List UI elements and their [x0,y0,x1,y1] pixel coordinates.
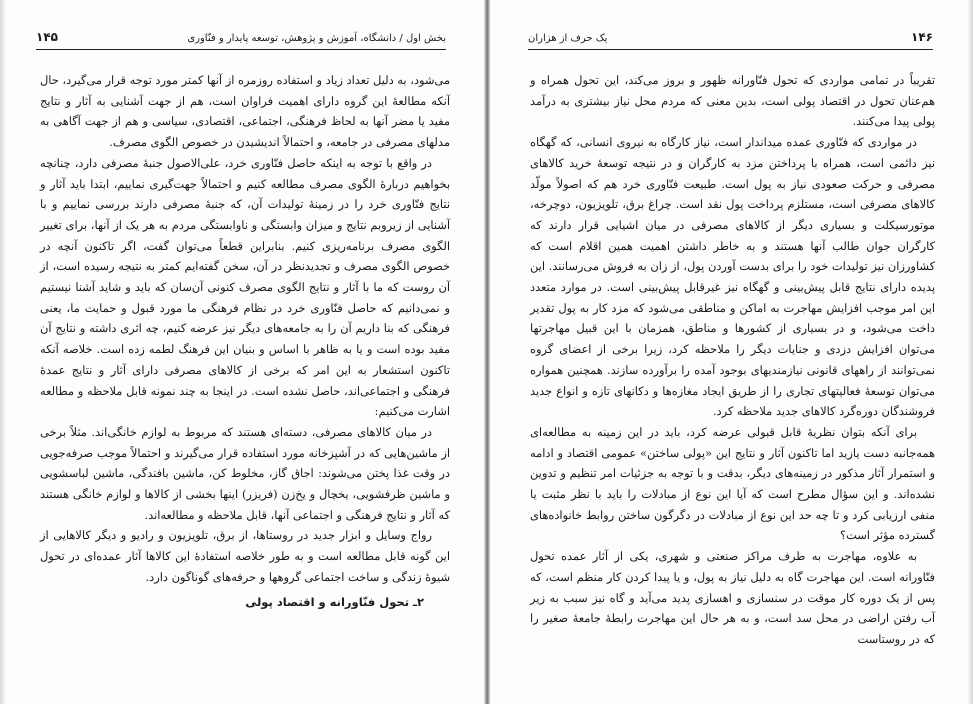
paragraph: رواج وسایل و ابزار جدید در روستاها، از برق، تلویزیون و رادیو و دیگر کالاهایی از این گونه قابل مطالعه است و به طور خلاصه استفادهٔ این کالاها آثار عمده‌ای در تحول شیوهٔ زندگی و ساخت اجتماعی گروهها و حرفه‌های گوناگون دارد. [40,528,450,584]
paragraph: برای آنکه بتوان نظریهٔ قابل قبولی عرضه کرد، باید در این زمینه به مطالعه‌ای همه‌جانبه دست یازید اما تاکنون آثار و نتایج این «پولی ساختن» عمومی اقتصاد و ادامه و استمرار آثار مذکور در زمینه‌های دیگر، بدقت و با توجه به جزئیات امر تنظیم و تدوین نشده‌اند. و این سؤال مطرح است که آیا این نوع از مبادلات را باید با نظر مثبت یا منفی ارزیابی کرد و تا چه حد این نوع از مبادلات در دگرگون ساختن روابط خانواده‌های گسترده مؤثر است؟ [530,424,935,543]
right-page-body [530,70,935,650]
left-page-body [40,70,450,612]
paragraph: در مواردی که فنّاوری عمده میداندار است، نیاز کارگاه به نیروی انسانی، که گهگاه نیز دائمی است، همراه با پرداختن مزد به کارگران و در نتیجه توسعهٔ خرید کالاهای مصرفی و حرکت صعودی نیاز به پول است. طبیعت فنّاوری خرد هم که اصولاً مولّد کالاهای مصرفی است، مستلزم پرداخت پول نقد است. چراغ برق، تلویزیون، دوچرخه، موتورسیکلت و بسیاری دیگر از کالاهای مصرفی در میان اشیایی قرار دارند که کارگران جوان طالب آنها هستند و به خاطر داشتن اهمیت همین اقلام است که کشاورزان نیز تولیدات خود را برای بدست آوردن پول، از زان به فروش می‌رسانند. این پدیده دارای نتایج قابل پیش‌بینی و گهگاه نیز غیرقابل پیش‌بینی است. در موارد متعدد این امر موجب افزایش مهاجرت به اماکن و مناطقی می‌شود که مزد کار به پول تقدیر داخت می‌شود، و در بسیاری از کشورها و مناطق، همزمان با این قبیل مهاجرتها می‌توان افزایش دزدی و جنایات دیگر را ملاحظه کرد، زیرا برخی از اعضای گروه نمی‌توانند از راههای قانونی نیازمندیهای بوجود آمده را برآورده سازند. همچنین همواره می‌توان توسعهٔ فعالیتهای تجاری را از طریق ایجاد مغازه‌ها و دکانهای تازه و انواع جدید فروشندگان دوره‌گرد کالاهای جدید ملاحظه کرد. [530,135,935,419]
running-header: بخش اول / دانشگاه، آموزش و پژوهش، توسعه پایدار و فنّاوری [187,33,446,44]
page-edge-shadow [0,0,6,704]
paragraph: به علاوه، مهاجرت به طرف مراکز صنعتی و شهری، یکی از آثار عمده تحول فنّاورانه است. این مهاجرت گاه به دلیل نیاز به پول، و یا پیدا کردن کار منظم است، که پس از یک دوره کار موقت در سنسازی و اهسازی پدید می‌آید و گاه نیز سبب به زیر آب رفتن اراضی در محل سد است، و به هر حال این مهاجرت رابطهٔ جامعهٔ صغیر را که در روستاست [530,549,935,646]
header-rule [528,49,933,50]
section-heading: ۲ـ تحول فنّاورانه و اقتصاد پولی [245,594,424,609]
header-rule [36,49,446,50]
right-page [490,0,973,704]
left-page-header [36,24,446,44]
right-page-header [528,24,933,44]
paragraph: می‌شود، به دلیل تعداد زیاد و استفاده روزمره از آنها کمتر مورد توجه قرار می‌گیرد، حال آنکه مطالعهٔ این گروه دارای اهمیت فراوان است، هم از جهت آشنایی به آثار و نتایج مفید یا مضر آنها به لحاظ فرهنگی، اجتماعی، اقتصادی، سیاسی و هم از جهت آگاهی به مدلهای مصرفی در جامعه، و احتمالاً اندیشیدن در خصوص الگوی مصرف. [40,73,450,150]
paragraph: تقریباً در تمامی مواردی که تحول فنّاورانه ظهور و بروز می‌کند، این تحول همراه و هم‌عنان تحول در اقتصاد پولی است، بدین معنی که مردم محل نیاز بیشتری به درآمد پولی پیدا می‌کنند. [530,73,935,129]
left-page [0,0,484,704]
paragraph: در میان کالاهای مصرفی، دسته‌ای هستند که مربوط به لوازم خانگی‌اند. مثلاً برخی از ماشین‌هایی که در آشپزخانه مورد استفاده قرار می‌گیرند و احتمالاً موجب صرفه‌جویی در وقت غذا پختن می‌شوند: اجاق گاز، مخلوط کن، ماشین بافندگی، ماشین لباسشویی و ماشین ظرفشویی، یخچال و یخ‌زن (فریزر) اینها بخشی از کالاها و لوازم خانگی هستند که آثار و نتایج فرهنگی و اجتماعی آنها، قابل ملاحظه و مطالعه‌اند. [40,424,450,522]
page-edge-shadow [967,0,973,704]
paragraph: در واقع با توجه به اینکه حاصل فنّاوری خرد، علی‌الاصول جنبهٔ مصرفی دارد، چنانچه بخواهیم دربارهٔ الگوی مصرف مطالعه کنیم و احتمالاً جهت‌گیری نماییم، ابتدا باید آثار و نتایج فنّاوری خرد را در زمینهٔ تولیدات آن، که جنبهٔ مصرفی دارند بررسی نماییم و با آشنایی از زیروبم نتایج و میزان وابستگی و ناوابستگی مردم به هر یک از آنها، برای تغییر الگوی مصرف برنامه‌ریزی کنیم. بنابراین قطعاً می‌توان گفت، اگر تاکنون آنچه در خصوص الگوی مصرف و تجدیدنظر در آن، سخن گفته‌ایم کمتر به نتیجه رسیده است، از آن روست که ما با آثار و نتایج الگوی مصرف کنونی آن‌سان که باید و شاید آشنا نیستیم و نمی‌دانیم که حاصل فنّاوری خرد در نظام فرهنگی ما مورد قبول و حمایت ما، یعنی فرهنگی که بنا داریم آن را به جامعه‌های دیگر نیز عرضه کنیم، چه اثری داشته و نتایج آن مفید بوده است و یا به ظاهر با اساس و بنیان این فرهنگ لطمه زده است. خلاصه آنکه تاکنون استشعار به این امر که برخی از کالاهای مصرفی دارای آثار و نتایج عمدهٔ فرهنگی و اجتماعی‌اند، حاصل نشده است. در اینجا به چند نمونه قابل ملاحظه و مطالعه اشارت می‌کنیم: [40,155,450,419]
running-header: یک حرف از هزاران [528,33,608,44]
page-number: ۱۴۵ [36,30,58,44]
page-number: ۱۴۶ [911,30,933,44]
